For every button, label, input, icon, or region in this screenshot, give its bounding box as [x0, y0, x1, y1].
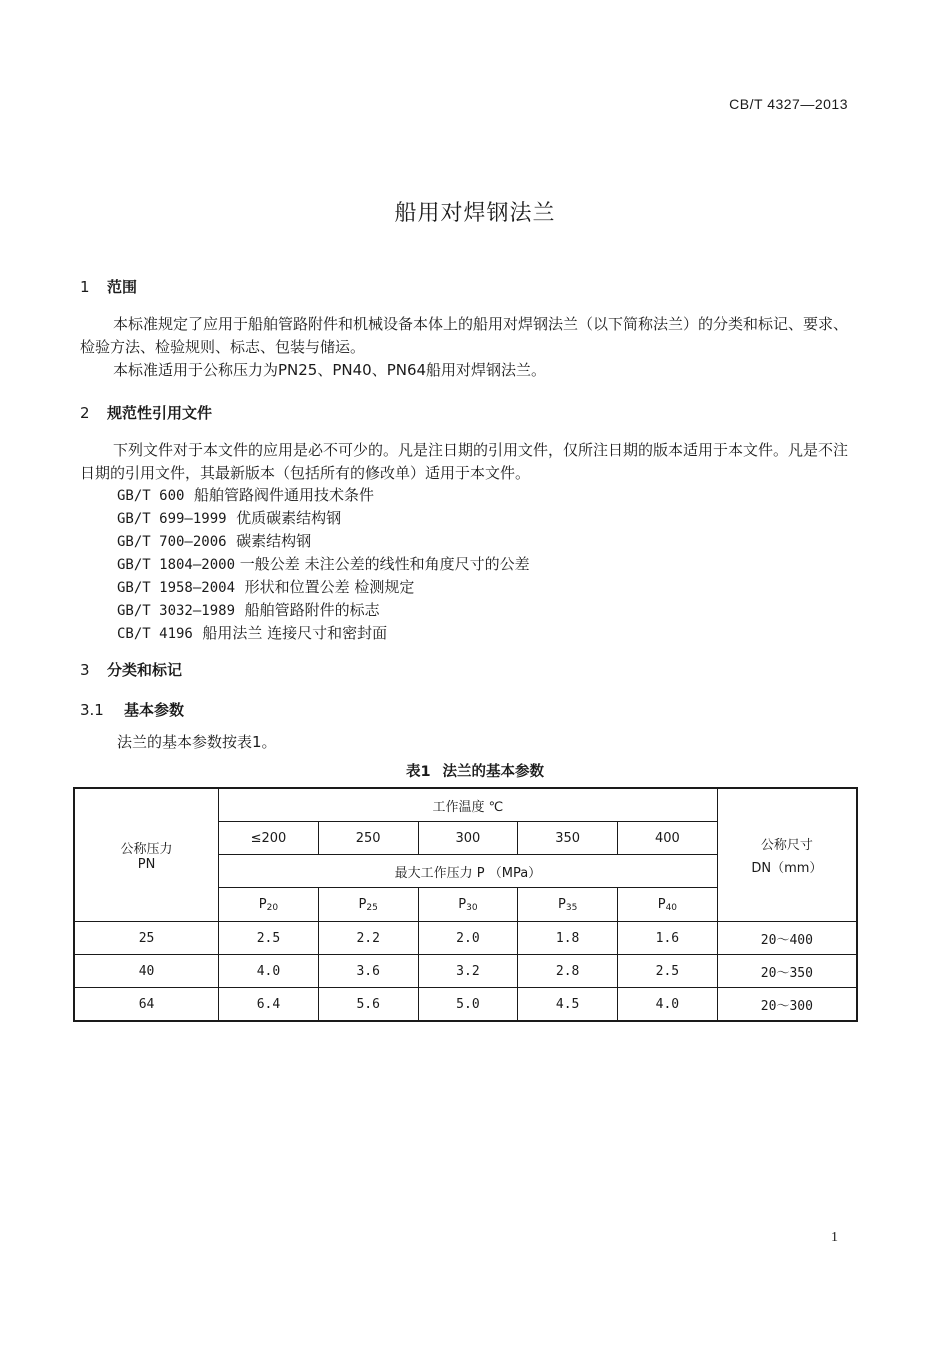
pressure-cell: 1.8: [518, 922, 618, 955]
section-number: 2: [80, 404, 90, 422]
header-working-temperature: 工作温度 ℃: [219, 788, 718, 822]
section-title: 范围: [107, 278, 138, 296]
reference-code: GB/T 600: [117, 488, 185, 504]
temperature-cell: 350: [518, 822, 618, 855]
pressure-subscript: 30: [466, 902, 478, 913]
pn-cell: 40: [74, 955, 219, 988]
pressure-symbol: P: [458, 896, 467, 912]
pressure-cell: 3.2: [418, 955, 518, 988]
pressure-symbol: P: [358, 896, 367, 912]
pn-cell: 64: [74, 988, 219, 1022]
document-title: 船用对焊钢法兰: [394, 201, 556, 226]
pressure-symbol-cell: [318, 888, 418, 922]
reference-title: 船舶管路阀件通用技术条件: [193, 486, 374, 504]
header-pn-sub: PN: [137, 857, 156, 872]
reference-item: [117, 599, 530, 622]
subsection-3-1-heading: [80, 699, 184, 720]
pn-cell: 25: [74, 922, 219, 955]
pressure-cell: 4.0: [618, 988, 718, 1022]
dn-cell: 20～400: [717, 922, 857, 955]
pressure-cell: 1.6: [618, 922, 718, 955]
reference-item: [117, 530, 530, 553]
scope-paragraph-2: 本标准适用于公称压力为PN25、PN40、PN64船用对焊钢法兰。: [113, 361, 547, 379]
reference-list: [117, 484, 530, 645]
reference-item: [117, 484, 530, 507]
pressure-cell: 5.6: [318, 988, 418, 1022]
temperature-cell: 300: [418, 822, 518, 855]
pressure-symbol: P: [258, 896, 267, 912]
header-nominal-pressure: [74, 788, 219, 922]
header-dn-label: 公称尺寸: [760, 838, 813, 853]
table-row: [74, 988, 857, 1022]
section-title: 规范性引用文件: [107, 404, 213, 422]
standard-code: CB/T 4327—2013: [729, 96, 848, 112]
pressure-cell: 3.6: [318, 955, 418, 988]
section-number: 3: [80, 661, 90, 679]
reference-title: 船舶管路附件的标志: [244, 601, 380, 619]
temperature-cell: ≤200: [219, 822, 319, 855]
pressure-cell: 2.2: [318, 922, 418, 955]
pressure-cell: 2.0: [418, 922, 518, 955]
table-number: 表1: [405, 764, 431, 780]
pressure-cell: 2.8: [518, 955, 618, 988]
temperature-cell: 250: [318, 822, 418, 855]
pressure-symbol-cell: [418, 888, 518, 922]
basic-parameters-table: [73, 787, 858, 1022]
pressure-cell: 6.4: [219, 988, 319, 1022]
pressure-symbol-cell: [618, 888, 718, 922]
reference-code: GB/T 700—2006: [117, 534, 227, 550]
pressure-cell: 4.5: [518, 988, 618, 1022]
pressure-symbol: P: [558, 896, 566, 912]
reference-item: [117, 553, 530, 576]
section-3-heading: [80, 659, 182, 680]
header-nominal-size: [717, 788, 857, 922]
scope-body: [80, 313, 852, 382]
pressure-symbol-cell: [219, 888, 319, 922]
reference-code: CB/T 4196: [117, 626, 193, 642]
table-row: [74, 922, 857, 955]
references-intro: 下列文件对于本文件的应用是必不可少的。凡是注日期的引用文件，仅所注日期的版本适用于本文件。凡是不注日期的引用文件，其最新版本（包括所有的修改单）适用于本文件。: [80, 441, 849, 482]
temperature-cell: 400: [618, 822, 718, 855]
page-number: 1: [831, 1230, 838, 1245]
subsection-3-1-text: 法兰的基本参数按表1。: [117, 733, 277, 751]
pressure-subscript: 35: [565, 902, 578, 913]
scope-paragraph-1: 本标准规定了应用于船舶管路附件和机械设备本体上的船用对焊钢法兰（以下简称法兰）的分类和标记、要求、检验方法、检验规则、标志、包装与储运。: [80, 315, 849, 356]
pressure-subscript: 20: [266, 902, 279, 913]
pressure-cell: 4.0: [219, 955, 319, 988]
reference-title: 碳素结构钢: [236, 532, 312, 550]
header-max-working-pressure: 最大工作压力 P （MPa）: [219, 855, 718, 888]
header-pn-label: 公称压力: [120, 842, 173, 857]
header-dn-sub: DN（mm）: [751, 861, 823, 876]
reference-code: GB/T 1958—2004: [117, 580, 236, 596]
pressure-subscript: 40: [665, 902, 678, 913]
section-number: 1: [80, 278, 90, 296]
section-2-heading: [80, 402, 212, 423]
reference-title: 形状和位置公差 检测规定: [244, 578, 415, 596]
subsection-title: 基本参数: [124, 701, 185, 719]
pressure-subscript: 25: [366, 902, 378, 913]
pressure-cell: 2.5: [219, 922, 319, 955]
table-caption: [0, 760, 950, 781]
dn-cell: 20～350: [717, 955, 857, 988]
reference-code: GB/T 3032—1989: [117, 603, 236, 619]
pressure-cell: 5.0: [418, 988, 518, 1022]
references-intro-block: [80, 439, 852, 485]
table-title: 法兰的基本参数: [442, 764, 545, 780]
section-title: 分类和标记: [107, 661, 183, 679]
reference-title: 优质碳素结构钢: [236, 509, 342, 527]
dn-cell: 20～300: [717, 988, 857, 1022]
pressure-symbol-cell: [518, 888, 618, 922]
pressure-cell: 2.5: [618, 955, 718, 988]
reference-code: GB/T 1804—2000: [117, 557, 236, 573]
subsection-number: 3.1: [80, 701, 104, 719]
reference-title: 船用法兰 连接尺寸和密封面: [202, 624, 388, 642]
pressure-symbol: P: [657, 896, 666, 912]
section-1-heading: [80, 276, 137, 297]
table-row: [74, 955, 857, 988]
reference-code: GB/T 699—1999: [117, 511, 227, 527]
reference-item: [117, 622, 530, 645]
reference-item: [117, 507, 530, 530]
reference-item: [117, 576, 530, 599]
reference-title: 一般公差 未注公差的线性和角度尺寸的公差: [239, 555, 530, 573]
